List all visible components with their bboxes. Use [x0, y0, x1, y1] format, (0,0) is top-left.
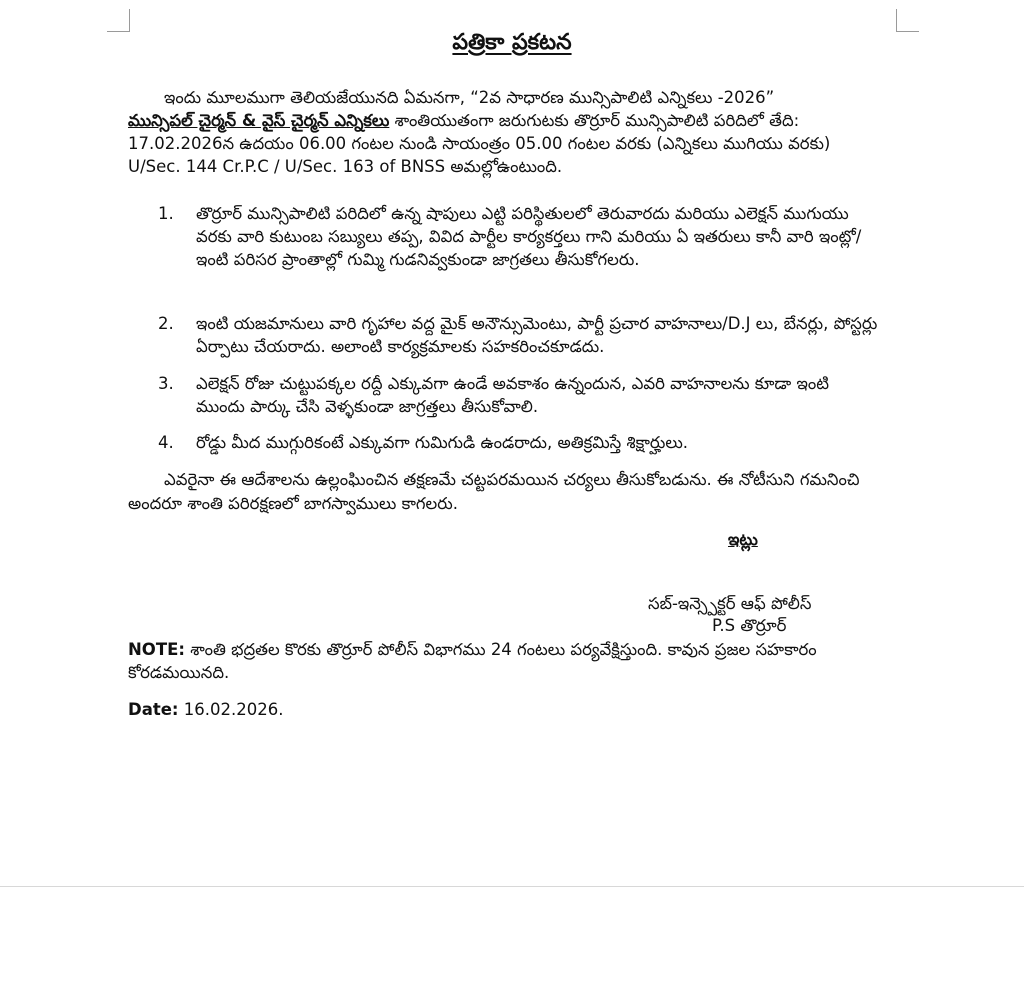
crop-mark-top-left	[107, 9, 130, 32]
rule-number: 2.	[158, 314, 174, 333]
warning-text: ఎవరైనా ఈ ఆదేశాలను ఉల్లంఘించిన తక్షణమే చట్టపరమయిన చర్యలు తీసుకోబడును. ఈ నోటీసుని గమనించి అందరూ శాంతి పరిరక్షణలో బాగస్వాములు కాగలరు.	[128, 470, 860, 513]
rule-text: ఎలెక్షన్ రోజు చుట్టుపక్కల రద్దీ ఎక్కువగా ఉండే అవకాశం ఉన్నందున, ఎవరి వాహనాలను కూడా ఇంటి ముందు పార్కు చేసి వెళ్ళకుండా జాగ్రత్తలు తీసుకోవాలి.	[196, 374, 829, 416]
rule-number: 1.	[158, 204, 174, 223]
crop-mark-top-right	[896, 9, 919, 32]
rule-number: 4.	[158, 433, 174, 452]
rule-item	[158, 372, 878, 418]
page-title: పత్రికా ప్రకటన	[452, 30, 572, 55]
intro-underlined: మున్సిపల్ చైర్మన్ & వైస్ చైర్మన్ ఎన్నికలు	[128, 111, 390, 130]
intro-rest: శాంతియుతంగా జరుగుటకు తొర్రూర్ మున్సిపాలిటి పరిదిలో తేది: 17.02.2026న ఉదయం 06.00 గంటల నుండి సాయంత్రం 05.00 గంటల వరకు (ఎన్నికలు ముగియు వరకు) U/Sec. 144 Cr.P.C / U/Sec. 163 of BNSS అమల్లోఉంటుంది.	[128, 111, 831, 176]
note-paragraph	[128, 638, 868, 684]
signature-station: P.S తొర్రూర్	[712, 616, 787, 635]
intro-paragraph	[128, 86, 888, 178]
rule-text: తొర్రూర్ మున్సిపాలిటి పరిదిలో ఉన్న షాపులు ఎట్టి పరిస్థితులలో తెరువారదు మరియు ఎలెక్షన్ ముగుయు వరకు వారి కుటుంబ సబ్యులు తప్ప, వివిద పార్టీల కార్యకర్తలు గాని మరియు ఏ ఇతరులు కానీ వారి ఇంట్లో/ ఇంటి పరిసర ప్రాంతాల్లో గుమ్మి గుడనివ్వకుండా జాగ్రతలు తీసుకోగలరు.	[196, 204, 862, 269]
rule-item	[158, 312, 878, 358]
rule-text: ఇంటి యజమానులు వారి గృహాల వద్ద మైక్ అనౌన్సుమెంటు, పార్టీ ప్రచార వాహనాలు/D.J లు, బేనర్లు, పోస్టర్లు ఏర్పాటు చేయరాదు. అలాంటి కార్యక్రమాలకు సహకరించకూడదు.	[196, 314, 878, 356]
rule-item	[158, 431, 878, 454]
rule-item	[158, 202, 878, 271]
intro-line-1: ఇందు మూలముగా తెలియజేయునది ఏమనగా, “2వ సాధారణ మున్సిపాలిటి ఎన్నికలు -2026”	[164, 88, 775, 107]
rule-number: 3.	[158, 374, 174, 393]
page-bottom-divider	[0, 886, 1024, 887]
date-label: Date:	[128, 700, 179, 719]
date-line	[128, 700, 283, 719]
rule-text: రోడ్డు మీద ముగ్గురికంటే ఎక్కువగా గుమిగుడి ఉండరాదు, అతిక్రమిస్తే శిక్షార్హులు.	[196, 433, 689, 452]
signature-itlu: ఇట్లు	[728, 530, 758, 549]
date-value: 16.02.2026.	[178, 700, 284, 719]
signature-title: సబ్-ఇన్స్పెక్టర్ ఆఫ్ పోలీస్	[648, 594, 812, 613]
warning-paragraph	[128, 468, 868, 516]
note-text: శాంతి భద్రతల కొరకు తొర్రూర్ పోలీస్ విభాగము 24 గంటలు పర్యవేక్షిస్తుంది. కావున ప్రజల సహకారం కోరడమయినది.	[128, 640, 817, 682]
note-label: NOTE:	[128, 640, 185, 659]
